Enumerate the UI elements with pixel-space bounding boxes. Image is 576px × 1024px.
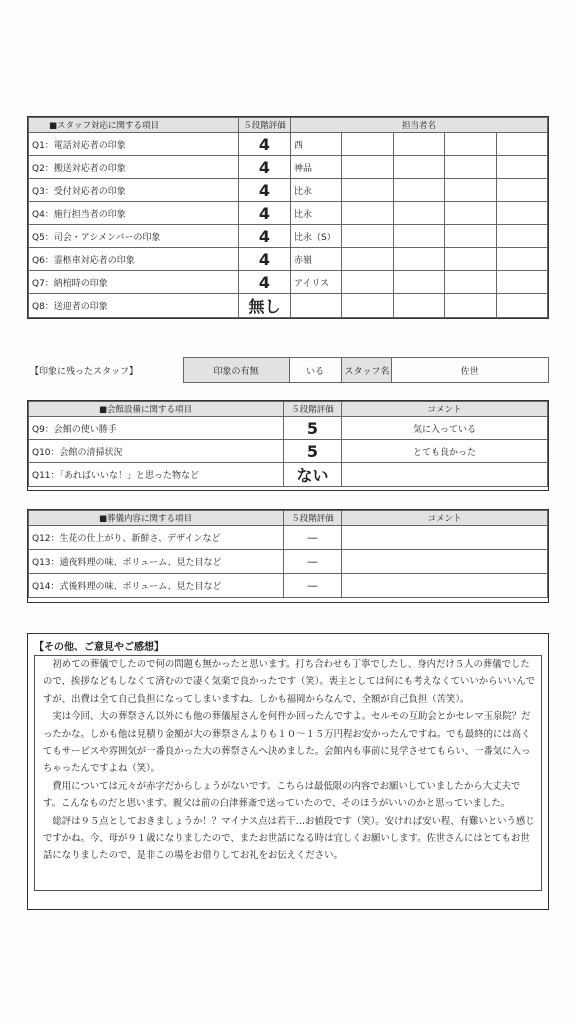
staff-name: 西 xyxy=(291,133,342,156)
staff-header-item: ■スタッフ対応に関する項目 xyxy=(29,118,239,133)
table-row xyxy=(29,133,548,156)
impression-label: 【印象に残ったスタッフ】 xyxy=(30,366,139,377)
comments-body xyxy=(34,655,542,891)
rating-value: — xyxy=(284,574,342,598)
question-label: Q11：「あればいいな！」と思った物など xyxy=(29,463,284,487)
question-label: Q14：式後料理の味、ボリューム、見た目など xyxy=(29,574,284,598)
question-label: Q13：通夜料理の味、ボリューム、見た目など xyxy=(29,550,284,574)
facility-header-rating: ５段階評価 xyxy=(284,402,342,417)
staff-name-value: 佐世 xyxy=(391,358,549,383)
facility-evaluation-table xyxy=(27,400,549,491)
rating-value: 4 xyxy=(239,248,291,271)
question-label: Q2：搬送対応者の印象 xyxy=(29,156,239,179)
question-label: Q4：施行担当者の印象 xyxy=(29,202,239,225)
table-row xyxy=(29,574,548,598)
comment-value xyxy=(342,526,548,550)
table-row xyxy=(29,550,548,574)
staff-name: 赤嶺 xyxy=(291,248,342,271)
question-label: Q10：会館の清掃状況 xyxy=(29,440,284,463)
funeral-header-rating: ５段階評価 xyxy=(284,511,342,526)
question-label: Q9：会館の使い勝手 xyxy=(29,417,284,440)
staff-name: 神品 xyxy=(291,156,342,179)
table-row xyxy=(29,463,548,487)
funeral-header-item: ■葬儀内容に関する項目 xyxy=(29,511,284,526)
rating-value: 無し xyxy=(239,294,291,318)
rating-value: 5 xyxy=(284,440,342,463)
staff-name: 比永 xyxy=(291,202,342,225)
rating-value: — xyxy=(284,526,342,550)
question-label: Q12：生花の仕上がり、新鮮さ、デザインなど xyxy=(29,526,284,550)
funeral-evaluation-table xyxy=(27,509,549,603)
funeral-header-comment: コメント xyxy=(342,511,548,526)
rating-value: — xyxy=(284,550,342,574)
presence-label: 印象の有無 xyxy=(183,358,289,383)
impression-staff-row xyxy=(27,357,549,383)
table-row xyxy=(29,271,548,294)
rating-value: 4 xyxy=(239,225,291,248)
rating-value: 4 xyxy=(239,271,291,294)
staff-header-name: 担当者名 xyxy=(291,118,548,133)
question-label: Q3：受付対応者の印象 xyxy=(29,179,239,202)
comment-paragraph: 費用については元々が赤字だからしょうがないです。こちらは最低限の内容でお願いしていましたから大丈夫です。こんなものだと思います。親父は前の白津葬斎で送っていたので、そのほうがいいのかと思っていました。 xyxy=(43,780,521,810)
table-row xyxy=(29,417,548,440)
comments-box xyxy=(27,633,549,910)
question-label: Q8：送迎者の印象 xyxy=(29,294,239,318)
rating-value: 4 xyxy=(239,202,291,225)
comment-value xyxy=(342,550,548,574)
staff-name: アイリス xyxy=(291,271,342,294)
comment-value: とても良かった xyxy=(342,440,548,463)
rating-value: ない xyxy=(284,463,342,487)
facility-header-item: ■会館設備に関する項目 xyxy=(29,402,284,417)
question-label: Q5：司会・アシメンバーの印象 xyxy=(29,225,239,248)
staff-header-rating: ５段階評価 xyxy=(239,118,291,133)
rating-value: 4 xyxy=(239,156,291,179)
table-row xyxy=(29,294,548,318)
table-row xyxy=(29,248,548,271)
comment-paragraph: 初めての葬儀でしたので何の問題も無かったと思います。打ち合わせも丁寧でしたし、身内だけ５人の葬儀でしたので、挨拶などもしなくて済むので凄く気楽で良かったです（笑）。喪主としては何にも考えなくていいからいいんですが、出費は全て自己負担になってしまいますね。しかも福岡からなんで、全額が自己負担（苦笑）。 xyxy=(43,659,535,705)
staff-name xyxy=(291,294,342,318)
comment-value xyxy=(342,574,548,598)
rating-value: 4 xyxy=(239,133,291,156)
table-row xyxy=(29,179,548,202)
staff-name-label: スタッフ名 xyxy=(341,358,391,383)
comment-paragraph: 実は今回、大の葬祭さん以外にも他の葬儀屋さんを何件か回ったんですよ。セルモの互助会とかセレマ玉泉院？だったかな。しかも他は見積り金額が大の葬祭さんよりも１０～１５万円程お安かったんですね。でも最終的には高くてもサービスや雰囲気が一番良かった大の葬祭さんへ決めました。会館内も事前に見学させてもらい、一番気に入っちゃったんですよね（笑）。 xyxy=(43,711,531,775)
table-row xyxy=(29,156,548,179)
staff-evaluation-table xyxy=(27,116,549,319)
staff-name: 比永 xyxy=(291,179,342,202)
facility-header-comment: コメント xyxy=(342,402,548,417)
question-label: Q7：納棺時の印象 xyxy=(29,271,239,294)
table-row xyxy=(29,202,548,225)
rating-value: 5 xyxy=(284,417,342,440)
comment-paragraph: 総評は９５点としておきましょうか！？マイナス点は若干…お値段です（笑）。安ければ安い程、有難いという感じですかね。今、母が９１歳になりましたので、またお世話になる時は宜しくお願いします。佐世さんにはとてもお世話になりましたので、是非この場をお借りしてお礼をお伝えください。 xyxy=(43,815,535,862)
table-row xyxy=(29,526,548,550)
rating-value: 4 xyxy=(239,179,291,202)
staff-name: 比永（S） xyxy=(291,225,342,248)
table-row xyxy=(29,440,548,463)
comment-value: 気に入っている xyxy=(342,417,548,440)
question-label: Q6：霊柩車対応者の印象 xyxy=(29,248,239,271)
comment-value xyxy=(342,463,548,487)
comments-title: 【その他、ご意見やご感想】 xyxy=(34,642,164,653)
question-label: Q1：電話対応者の印象 xyxy=(29,133,239,156)
presence-value: いる xyxy=(289,358,341,383)
table-row xyxy=(29,225,548,248)
